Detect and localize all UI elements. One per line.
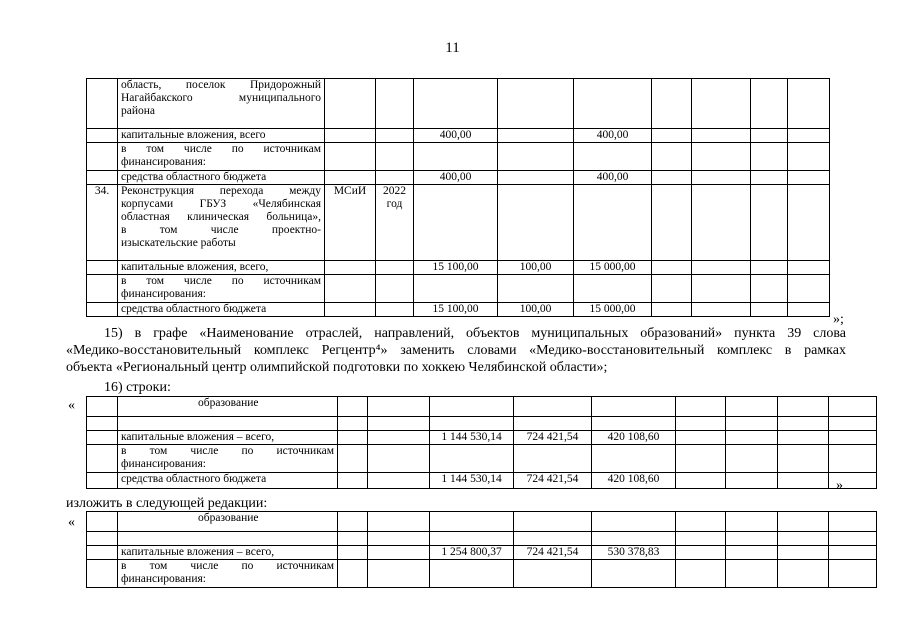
amount-col-7 [592,512,676,532]
empty-cell [338,397,368,417]
empty-cell [778,417,829,431]
amount-col-6 [514,445,592,473]
empty-cell [338,445,368,473]
amount-col-7 [592,560,676,588]
object-name-line: капитальные вложения, всего, [121,261,269,273]
empty-cell [368,473,430,489]
amount-col-7: 15 000,00 [574,303,652,317]
amount-col-7: 15 000,00 [574,261,652,275]
closing-quote-mark-2: » [836,478,843,493]
empty-cell [368,397,430,417]
amount-col-6 [514,397,592,417]
total-amount [430,417,514,431]
empty-cell [778,431,829,445]
empty-cell [778,560,829,588]
empty-cell [676,512,726,532]
total-amount [430,532,514,546]
object-name-line: капитальные вложения – всего, [121,546,275,558]
total-amount [430,560,514,588]
year [376,143,414,171]
empty-cell [692,79,751,129]
year [376,185,414,261]
object-name: образование [118,397,338,417]
total-amount: 15 100,00 [414,303,498,317]
empty-cell [338,560,368,588]
amount-col-7: 400,00 [574,171,652,185]
object-name [118,473,338,489]
amount-col-6: 100,00 [498,303,574,317]
empty-cell [829,532,877,546]
year [376,129,414,143]
empty-cell [368,546,430,560]
empty-cell [368,417,430,431]
empty-cell [676,532,726,546]
object-name-line: Реконструкция перехода между [121,185,321,197]
empty-cell [751,275,788,303]
object-name-line: корпусами ГБУЗ «Челябинская [121,198,321,210]
table-row [87,431,877,445]
empty-cell [726,560,778,588]
empty-cell [338,417,368,431]
empty-cell [788,303,830,317]
table-row [87,473,877,489]
responsible-body [325,79,376,129]
object-name [118,261,325,275]
empty-cell [751,303,788,317]
budget-table-new-rows [86,511,877,588]
empty-cell [676,546,726,560]
empty-cell [788,79,830,129]
object-name-line: финансирования: [121,458,206,470]
object-name [118,532,338,546]
empty-cell [368,431,430,445]
amount-col-6: 724 421,54 [514,473,592,489]
total-amount: 1 144 530,14 [430,473,514,489]
empty-cell [368,532,430,546]
object-name-line: в том числе по источникам [121,560,334,572]
total-amount: 1 254 800,37 [430,546,514,560]
table-row [87,143,830,171]
table-row [87,445,877,473]
year [376,261,414,275]
row-number [87,129,118,143]
table-row [87,261,830,275]
empty-cell [676,445,726,473]
year-line: 2022 [383,185,406,197]
amount-col-7: 530 378,83 [592,546,676,560]
empty-cell [338,473,368,489]
table-row [87,417,877,431]
empty-cell [726,431,778,445]
table-row [87,185,830,261]
empty-cell [338,431,368,445]
empty-cell [829,546,877,560]
object-name-line: областная клиническая больница», [121,211,321,223]
closing-quote-mark: »; [833,312,844,327]
amount-col-6 [498,143,574,171]
table-row [87,275,830,303]
empty-cell [676,397,726,417]
empty-cell [652,303,692,317]
total-amount: 15 100,00 [414,261,498,275]
empty-cell [788,129,830,143]
object-name-line: в том числе проектно- [121,224,321,236]
row-number [87,546,118,560]
empty-cell [692,185,751,261]
empty-cell [788,171,830,185]
object-name [118,129,325,143]
empty-cell [778,397,829,417]
year [376,275,414,303]
empty-cell [778,512,829,532]
empty-cell [652,261,692,275]
empty-cell [692,261,751,275]
table-row [87,303,830,317]
responsible-body [325,275,376,303]
object-name: образование [118,512,338,532]
amount-col-7: 420 108,60 [592,431,676,445]
empty-cell [751,185,788,261]
empty-cell [829,445,877,473]
responsible-body [325,129,376,143]
row-number [87,445,118,473]
object-name-line: средства областного бюджета [121,171,267,183]
empty-cell [652,275,692,303]
amount-col-7 [574,275,652,303]
page-number: 11 [445,40,460,56]
row-number [87,560,118,588]
empty-cell [778,473,829,489]
responsible-body [325,303,376,317]
paragraph-15-line-2: «Медико-восстановительный комплекс Регцентр⁴» заменить словами «Медико-восстановительный комплекс в рамках [66,343,846,358]
row-number [87,473,118,489]
row-number [87,431,118,445]
object-name-line: в том числе по источникам [121,445,334,457]
table-row [87,532,877,546]
row-number: 34. [87,185,118,261]
total-amount: 400,00 [414,129,498,143]
empty-cell [778,546,829,560]
amount-col-6 [498,185,574,261]
empty-cell [692,171,751,185]
amount-col-6: 100,00 [498,261,574,275]
object-name [118,171,325,185]
amount-col-6 [498,129,574,143]
paragraph-15-line-1: 15) в графе «Наименование отраслей, направлений, объектов муниципальных образований» пункта 39 слова [104,326,846,341]
object-name-line: капитальные вложения, всего [121,129,266,141]
paragraph-15 [66,325,846,376]
empty-cell [368,445,430,473]
object-name-line: Нагайбакского муниципального [121,92,321,104]
empty-cell [788,275,830,303]
year-line: год [386,198,403,210]
responsible-body [325,143,376,171]
total-amount [414,185,498,261]
object-name-line: средства областного бюджета [121,303,267,315]
empty-cell [788,261,830,275]
object-name-line: финансирования: [121,573,206,585]
empty-cell [652,171,692,185]
empty-cell [692,303,751,317]
object-name [118,275,325,303]
amount-col-6 [498,171,574,185]
empty-cell [692,129,751,143]
empty-cell [652,129,692,143]
object-name [118,417,338,431]
paragraph-16: 16) строки: [104,380,171,395]
empty-cell [726,546,778,560]
empty-cell [829,431,877,445]
amount-col-6 [514,560,592,588]
empty-cell [778,445,829,473]
total-amount [430,445,514,473]
amount-col-7 [574,185,652,261]
object-name-line: область, поселок Придорожный [121,79,321,91]
paragraph-new-edition: изложить в следующей редакции: [66,496,268,511]
table-row [87,397,877,417]
empty-cell [338,532,368,546]
object-name-line: финансирования: [121,288,206,300]
table-row [87,171,830,185]
object-name [118,560,338,588]
row-number [87,261,118,275]
object-name [118,185,325,261]
empty-cell [751,171,788,185]
amount-col-6 [498,79,574,129]
empty-cell [829,560,877,588]
row-number [87,171,118,185]
empty-cell [726,512,778,532]
empty-cell [726,473,778,489]
empty-cell [676,560,726,588]
total-amount: 1 144 530,14 [430,431,514,445]
object-name [118,79,325,129]
object-name [118,546,338,560]
empty-cell [726,397,778,417]
row-number [87,397,118,417]
object-name [118,143,325,171]
responsible-body: МСиИ [325,185,376,261]
table-row [87,546,877,560]
empty-cell [652,143,692,171]
opening-quote-mark: « [68,398,75,413]
empty-cell [338,512,368,532]
table-row [87,512,877,532]
row-number [87,143,118,171]
empty-cell [726,445,778,473]
object-name-line: капитальные вложения – всего, [121,431,275,443]
empty-cell [751,143,788,171]
empty-cell [751,261,788,275]
object-name [118,431,338,445]
total-amount [414,275,498,303]
empty-cell [652,79,692,129]
object-name-line: в том числе по источникам [121,143,321,155]
amount-col-7 [592,445,676,473]
row-number [87,275,118,303]
object-name-line: района [121,105,156,117]
table-row [87,79,830,129]
object-name-line: финансирования: [121,156,206,168]
table-row [87,129,830,143]
row-number [87,532,118,546]
amount-col-7: 420 108,60 [592,473,676,489]
empty-cell [676,417,726,431]
total-amount [430,512,514,532]
total-amount: 400,00 [414,171,498,185]
empty-cell [751,129,788,143]
amount-col-6: 724 421,54 [514,431,592,445]
year [376,171,414,185]
budget-table-1 [86,78,830,317]
empty-cell [829,397,877,417]
empty-cell [692,275,751,303]
responsible-body [325,171,376,185]
empty-cell [692,143,751,171]
object-name [118,303,325,317]
amount-col-7 [574,143,652,171]
responsible-body [325,261,376,275]
table-row [87,560,877,588]
amount-col-6 [514,532,592,546]
paragraph-15-line-3: объекта «Региональный центр олимпийской подготовки по хоккею Челябинской области»; [66,360,608,375]
object-name-line: в том числе по источникам [121,275,321,287]
empty-cell [368,512,430,532]
amount-col-7 [592,397,676,417]
amount-col-6: 724 421,54 [514,546,592,560]
object-name [118,445,338,473]
empty-cell [676,431,726,445]
object-name-line: изыскательские работы [121,237,236,249]
empty-cell [751,79,788,129]
empty-cell [676,473,726,489]
opening-quote-mark-2: « [68,515,75,530]
amount-col-6 [498,275,574,303]
empty-cell [829,512,877,532]
total-amount [414,79,498,129]
row-number [87,417,118,431]
empty-cell [778,532,829,546]
empty-cell [338,546,368,560]
amount-col-7 [574,79,652,129]
amount-col-7 [592,532,676,546]
amount-col-7: 400,00 [574,129,652,143]
total-amount [430,397,514,417]
empty-cell [726,417,778,431]
empty-cell [652,185,692,261]
empty-cell [788,143,830,171]
row-number [87,303,118,317]
amount-col-7 [592,417,676,431]
budget-table-old-rows [86,396,877,489]
year [376,79,414,129]
row-number [87,512,118,532]
empty-cell [726,532,778,546]
row-number [87,79,118,129]
object-name-line: средства областного бюджета [121,473,267,485]
empty-cell [829,417,877,431]
empty-cell [788,185,830,261]
year [376,303,414,317]
total-amount [414,143,498,171]
empty-cell [368,560,430,588]
amount-col-6 [514,417,592,431]
amount-col-6 [514,512,592,532]
